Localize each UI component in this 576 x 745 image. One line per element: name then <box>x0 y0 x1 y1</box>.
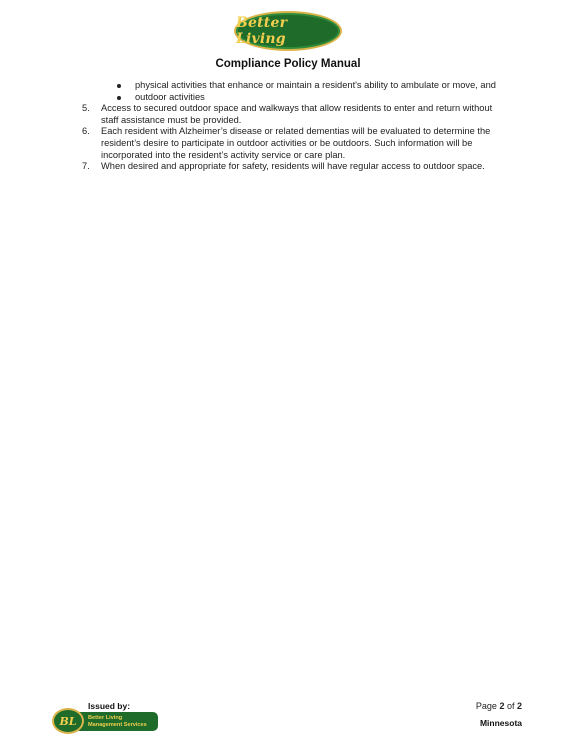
page-current: 2 <box>499 701 505 711</box>
numbered-list <box>82 103 512 173</box>
bullet-text: outdoor activities <box>135 91 205 102</box>
document-body <box>82 80 512 173</box>
item-text: Access to secured outdoor space and walkways that allow residents to enter and return without staff assistance must be provided. <box>101 103 493 125</box>
bullet-icon <box>117 96 121 100</box>
item-number: 5. <box>82 103 90 114</box>
logo-text: Better Living <box>236 15 288 47</box>
page-total: 2 <box>516 701 522 711</box>
list-item <box>82 161 512 173</box>
page-number <box>476 701 522 711</box>
logo-line-1: Better Living <box>88 715 123 722</box>
bullet-text: physical activities that enhance or maintain a resident's ability to ambulate or move, and <box>135 80 496 90</box>
logo-initials-badge: BL <box>52 708 84 734</box>
management-services-logo <box>52 708 158 734</box>
issued-by-label: Issued by: <box>88 701 131 711</box>
better-living-logo <box>234 11 342 51</box>
logo-line-2: Management Services <box>88 721 147 728</box>
page-prefix: Page <box>475 701 500 711</box>
list-item <box>116 80 512 92</box>
list-item <box>82 103 512 126</box>
item-text: When desired and appropriate for safety, residents will have regular access to outdoor space. <box>101 161 485 172</box>
item-number: 7. <box>82 161 90 172</box>
item-number: 6. <box>82 126 90 137</box>
bullet-icon <box>117 84 121 88</box>
page-title: Compliance Policy Manual <box>215 58 361 70</box>
page-of: of <box>504 701 517 711</box>
logo-banner <box>74 712 158 731</box>
item-text: Each resident with Alzheimer’s disease or related dementias will be evaluated to determine the resident’s desire to participate in outdoor activities or be outdoors. Such information will be incorporated into the resident’s activity service or care plan. <box>101 126 491 160</box>
list-item <box>116 92 512 104</box>
list-item <box>82 126 512 161</box>
state-label: Minnesota <box>479 718 522 728</box>
bullet-list <box>82 80 512 103</box>
